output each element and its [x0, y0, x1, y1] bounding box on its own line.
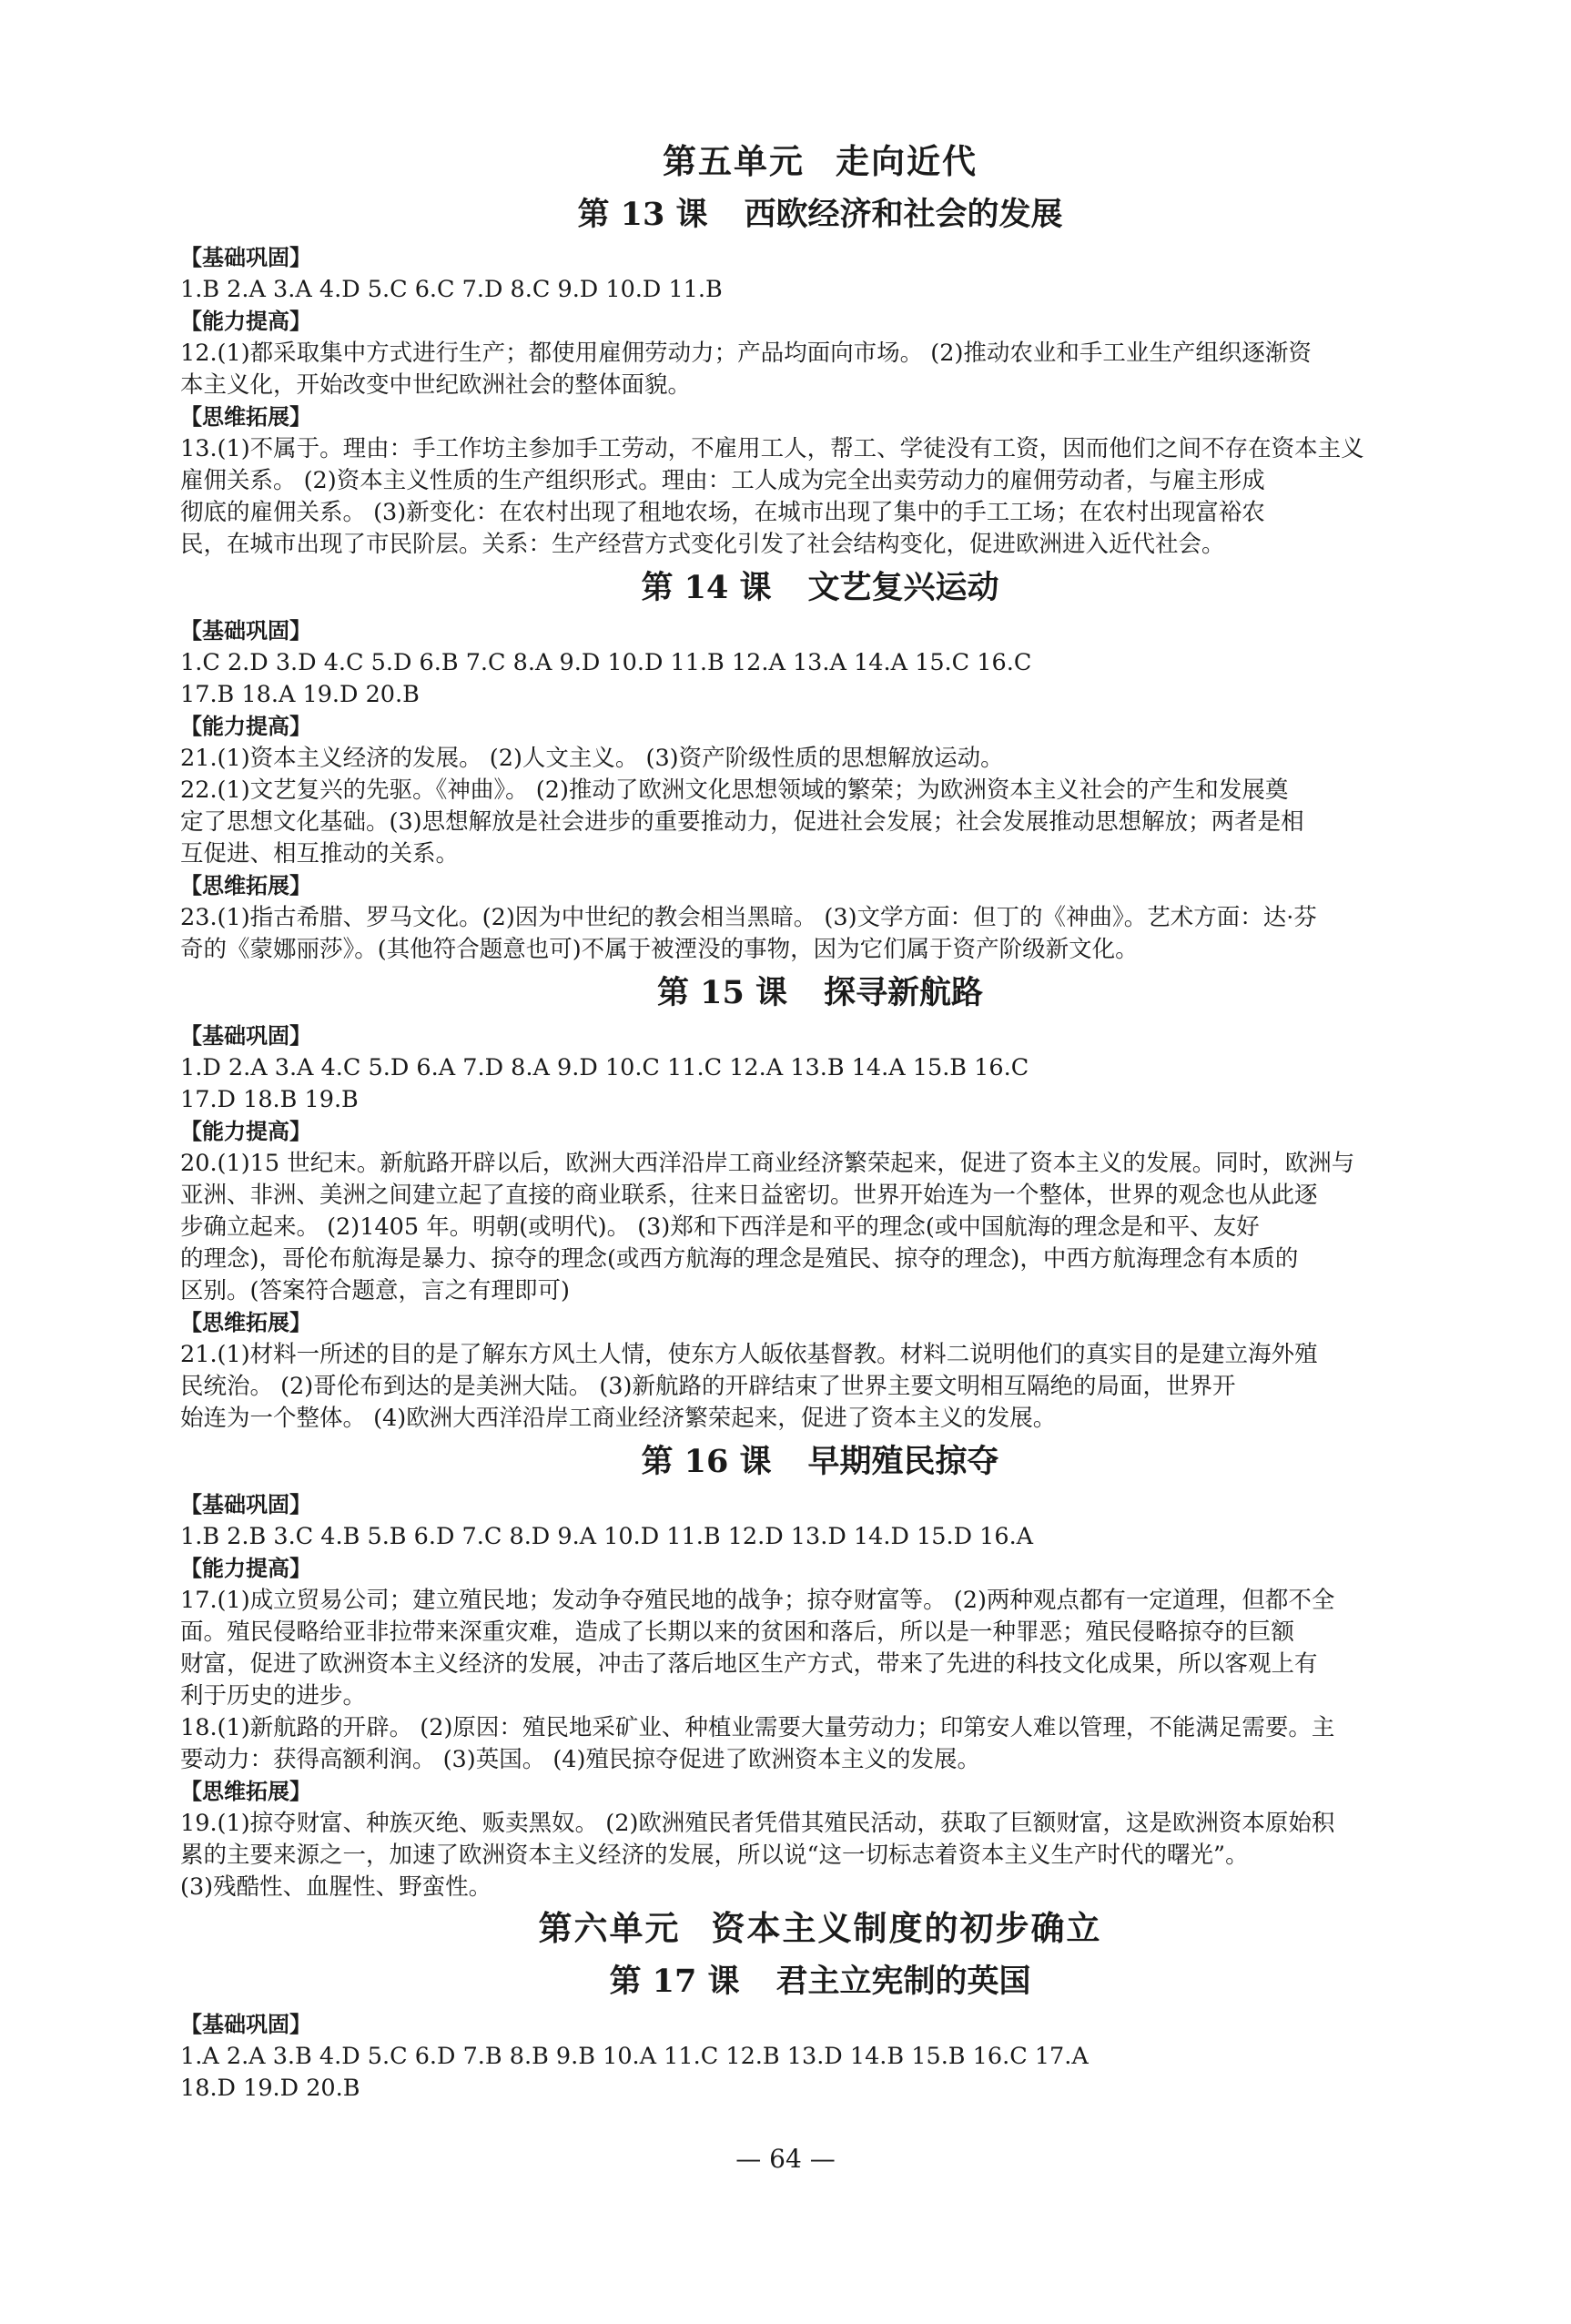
answer-line: (3)残酷性、血腥性、野蛮性。 [180, 1873, 492, 1901]
answer-line: 18.(1)新航路的开辟。 (2)原因：殖民地采矿业、种植业需要大量劳动力；印第安人难以管理，不能满足需要。主 [180, 1714, 1335, 1741]
answer-line: 22.(1)文艺复兴的先驱。《神曲》。 (2)推动了欧洲文化思想领域的繁荣；为欧洲资本主义社会的产生和发展奠 [180, 776, 1289, 804]
answer-line: 互促进、相互推动的关系。 [180, 840, 460, 868]
answer-line: 利于历史的进步。 [180, 1682, 367, 1710]
lesson-name: 君主立宪制的英国 [775, 1963, 1031, 2000]
answer-line: 21.(1)资本主义经济的发展。 (2)人文主义。 (3)资产阶级性质的思想解放运动。 [180, 745, 1004, 772]
unit-title [180, 1903, 1460, 1954]
section-label: 【思维拓展】 [180, 404, 311, 430]
section-label: 【基础巩固】 [180, 245, 311, 270]
lesson-title [180, 1435, 1460, 1489]
answer-line: 彻底的雇佣关系。 (3)新变化：在农村出现了租地农场，在城市出现了集中的手工工场；在农村出现富裕农 [180, 499, 1265, 526]
lesson-number: 第 15 课 [656, 974, 788, 1011]
section-label: 【能力提高】 [180, 714, 311, 739]
section-label: 【思维拓展】 [180, 1310, 311, 1335]
section-label: 【能力提高】 [180, 309, 311, 334]
answer-line: 1.B 2.B 3.C 4.B 5.B 6.D 7.C 8.D 9.A 10.D 11.B 12.D 13.D 14.D 15.D 16.A [180, 1523, 1034, 1550]
answer-line: 1.D 2.A 3.A 4.C 5.D 6.A 7.D 8.A 9.D 10.C 11.C 12.A 13.B 14.A 15.B 16.C [180, 1054, 1029, 1081]
unit-name: 资本主义制度的初步确立 [711, 1909, 1102, 1948]
answer-line: 亚洲、非洲、美洲之间建立起了直接的商业联系，往来日益密切。世界开始连为一个整体，世界的观念也从此逐 [180, 1182, 1318, 1209]
lesson-number: 第 14 课 [641, 569, 772, 606]
lesson-number: 第 17 课 [609, 1963, 740, 2000]
unit-name: 走向近代 [836, 142, 978, 181]
answer-line: 23.(1)指古希腊、罗马文化。(2)因为中世纪的教会相当黑暗。 (3)文学方面：但丁的《神曲》。艺术方面：达·芬 [180, 904, 1317, 931]
section-label: 【基础巩固】 [180, 618, 311, 644]
unit-title [180, 137, 1460, 188]
unit-number: 第六单元 [538, 1909, 681, 1948]
answer-line: 定了思想文化基础。(3)思想解放是社会进步的重要推动力，促进社会发展；社会发展推动思想解放；两者是相 [180, 808, 1304, 836]
answer-line: 始连为一个整体。 (4)欧洲大西洋沿岸工商业经济繁荣起来，促进了资本主义的发展。 [180, 1405, 1057, 1432]
answer-line: 13.(1)不属于。理由：手工作坊主参加手工劳动，不雇用工人，帮工、学徒没有工资，因而他们之间不存在资本主义 [180, 435, 1364, 462]
section-label: 【能力提高】 [180, 1119, 311, 1144]
answer-line: 1.C 2.D 3.D 4.C 5.D 6.B 7.C 8.A 9.D 10.D 11.B 12.A 13.A 14.A 15.C 16.C [180, 649, 1032, 676]
lesson-title [180, 188, 1460, 242]
section-label: 【能力提高】 [180, 1556, 311, 1581]
section-label: 【思维拓展】 [180, 873, 311, 898]
answer-line: 1.B 2.A 3.A 4.D 5.C 6.C 7.D 8.C 9.D 10.D 11.B [180, 276, 723, 303]
answer-line: 12.(1)都采取集中方式进行生产；都使用雇佣劳动力；产品均面向市场。 (2)推动农业和手工业生产组织逐渐资 [180, 340, 1312, 367]
answer-line: 19.(1)掠夺财富、种族灭绝、贩卖黑奴。 (2)欧洲殖民者凭借其殖民活动，获取了巨额财富，这是欧洲资本原始积 [180, 1810, 1335, 1837]
answer-line: 雇佣关系。 (2)资本主义性质的生产组织形式。理由：工人成为完全出卖劳动力的雇佣劳动者，与雇主形成 [180, 467, 1265, 494]
section-label: 【思维拓展】 [180, 1779, 311, 1804]
lesson-title [180, 1954, 1460, 2009]
answer-line: 20.(1)15 世纪末。新航路开辟以后，欧洲大西洋沿岸工商业经济繁荣起来，促进了资本主义的发展。同时，欧洲与 [180, 1150, 1355, 1177]
answer-line: 18.D 19.D 20.B [180, 2075, 360, 2102]
answer-line: 民统治。 (2)哥伦布到达的是美洲大陆。 (3)新航路的开辟结束了世界主要文明相互隔绝的局面，世界开 [180, 1373, 1236, 1400]
section-label: 【基础巩固】 [180, 2012, 311, 2037]
lesson-name: 西欧经济和社会的发展 [744, 196, 1063, 233]
lesson-name: 探寻新航路 [824, 974, 984, 1011]
answer-line: 财富，促进了欧洲资本主义经济的发展，冲击了落后地区生产方式，带来了先进的科技文化成果，所以客观上有 [180, 1650, 1318, 1678]
answer-line: 要动力：获得高额利润。 (3)英国。 (4)殖民掠夺促进了欧洲资本主义的发展。 [180, 1746, 980, 1773]
answer-line: 21.(1)材料一所述的目的是了解东方风土人情，使东方人皈依基督教。材料二说明他们的真实目的是建立海外殖 [180, 1341, 1318, 1368]
answer-line: 民，在城市出现了市民阶层。关系：生产经营方式变化引发了社会结构变化，促进欧洲进入近代社会。 [180, 531, 1225, 558]
answer-line: 奇的《蒙娜丽莎》。(其他符合题意也可)不属于被湮没的事物，因为它们属于资产阶级新文化。 [180, 936, 1139, 963]
lesson-name: 早期殖民掠夺 [807, 1443, 999, 1480]
answer-line: 的理念)，哥伦布航海是暴力、掠夺的理念(或西方航海的理念是殖民、掠夺的理念)，中西方航海理念有本质的 [180, 1245, 1299, 1273]
lesson-number: 第 16 课 [641, 1443, 772, 1480]
section-label: 【基础巩固】 [180, 1492, 311, 1517]
lesson-title [180, 561, 1460, 615]
answer-line: 17.(1)成立贸易公司；建立殖民地；发动争夺殖民地的战争；掠夺财富等。 (2)两种观点都有一定道理，但都不全 [180, 1587, 1335, 1614]
lesson-name: 文艺复兴运动 [807, 569, 999, 606]
answer-line: 区别。(答案符合题意，言之有理即可) [180, 1277, 570, 1304]
unit-number: 第五单元 [663, 142, 805, 181]
answer-line: 累的主要来源之一，加速了欧洲资本主义经济的发展，所以说“这一切标志着资本主义生产时代的曙光”。 [180, 1842, 1249, 1869]
section-label: 【基础巩固】 [180, 1023, 311, 1049]
lesson-title [180, 966, 1460, 1020]
answer-line: 17.B 18.A 19.D 20.B [180, 681, 420, 708]
answer-line: 本主义化，开始改变中世纪欧洲社会的整体面貌。 [180, 371, 692, 399]
answer-line: 17.D 18.B 19.B [180, 1086, 359, 1113]
answer-line: 步确立起来。 (2)1405 年。明朝(或明代)。 (3)郑和下西洋是和平的理念(或中国航海的理念是和平、友好 [180, 1213, 1260, 1241]
answer-line: 面。殖民侵略给亚非拉带来深重灾难，造成了长期以来的贫困和落后，所以是一种罪恶；殖民侵略掠夺的巨额 [180, 1619, 1295, 1646]
page-number: — 64 — [735, 2144, 836, 2174]
lesson-number: 第 13 课 [577, 196, 708, 233]
answer-line: 1.A 2.A 3.B 4.D 5.C 6.D 7.B 8.B 9.B 10.A 11.C 12.B 13.D 14.B 15.B 16.C 17.A [180, 2043, 1089, 2070]
